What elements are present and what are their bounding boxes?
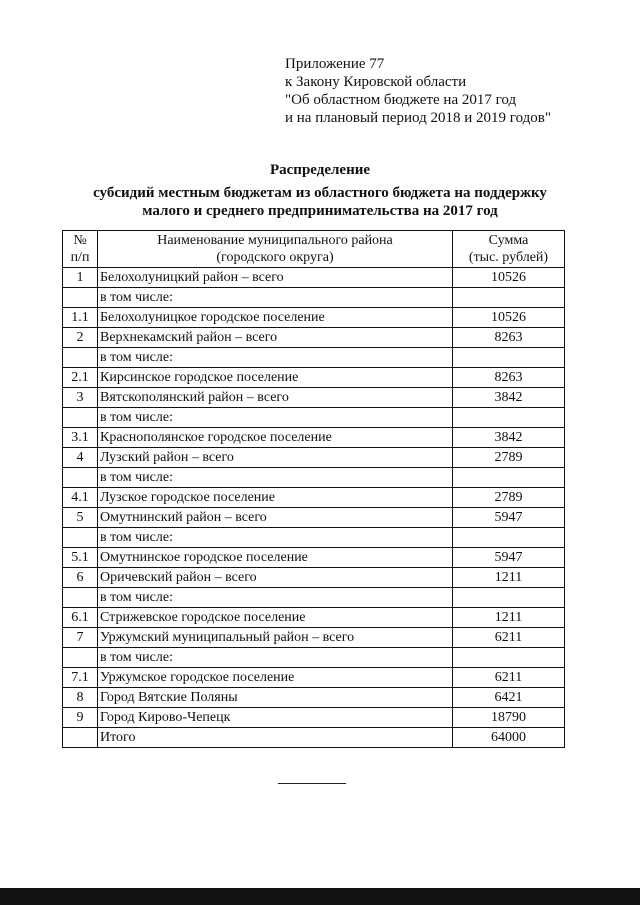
table-row [63,408,565,428]
row-sum: 6211 [453,668,565,688]
table-row [63,468,565,488]
row-number [63,408,98,428]
row-name: Вятскополянский район – всего [98,388,453,408]
row-number [63,468,98,488]
header-row [63,231,565,268]
row-number [63,648,98,668]
table-row [63,648,565,668]
annex-line-4: и на плановый период 2018 и 2019 годов" [285,110,551,126]
annex-line-3: "Об областном бюджете на 2017 год [285,92,517,108]
row-name: Уржумский муниципальный район – всего [98,628,453,648]
annex-line-1: Приложение 77 [285,56,385,72]
closing-rule [278,783,346,784]
row-sum [453,408,565,428]
table-row [63,688,565,708]
row-number: 3.1 [63,428,98,448]
row-number [63,288,98,308]
row-number [63,348,98,368]
table-row [63,268,565,288]
row-sum [453,288,565,308]
row-number: 5 [63,508,98,528]
table-row [63,448,565,468]
row-name: в том числе: [98,588,453,608]
row-number [63,528,98,548]
row-name: в том числе: [98,288,453,308]
row-number: 9 [63,708,98,728]
row-sum: 2789 [453,488,565,508]
row-number: 4 [63,448,98,468]
row-sum: 6421 [453,688,565,708]
row-sum: 3842 [453,388,565,408]
table-row [63,368,565,388]
row-name: Краснополянское городское поселение [98,428,453,448]
row-name: Лузский район – всего [98,448,453,468]
header-name [98,231,453,268]
row-name: Кирсинское городское поселение [98,368,453,388]
row-name: Стрижевское городское поселение [98,608,453,628]
row-sum: 10526 [453,308,565,328]
row-number: 3 [63,388,98,408]
table-header [63,231,565,268]
subsidy-table [62,230,565,748]
header-sum [453,231,565,268]
row-sum: 6211 [453,628,565,648]
table-row [63,728,565,748]
row-sum [453,648,565,668]
row-name: Омутнинское городское поселение [98,548,453,568]
row-name: Уржумское городское поселение [98,668,453,688]
row-sum: 3842 [453,428,565,448]
row-sum: 2789 [453,448,565,468]
row-name: Белохолуницкое городское поселение [98,308,453,328]
table-row [63,568,565,588]
row-sum: 10526 [453,268,565,288]
row-name: Город Вятские Поляны [98,688,453,708]
document-subtitle-line-2: малого и среднего предпринимательства на 2017 год [142,203,498,219]
row-sum: 5947 [453,508,565,528]
row-number: 1.1 [63,308,98,328]
table-row [63,428,565,448]
table-row [63,608,565,628]
row-number: 6 [63,568,98,588]
row-name: в том числе: [98,528,453,548]
table-row [63,488,565,508]
row-sum [453,588,565,608]
row-sum: 8263 [453,368,565,388]
row-name: Верхнекамский район – всего [98,328,453,348]
table-row [63,588,565,608]
table-row [63,548,565,568]
row-name: в том числе: [98,348,453,368]
row-name: в том числе: [98,408,453,428]
table-row [63,528,565,548]
row-name: Город Кирово-Чепецк [98,708,453,728]
row-number: 2 [63,328,98,348]
document-title: Распределение [269,162,371,178]
table-row [63,328,565,348]
annex-block [285,55,551,127]
header-name-line-2: (городского округа) [216,250,334,265]
row-number: 4.1 [63,488,98,508]
row-name: Омутнинский район – всего [98,508,453,528]
row-number: 6.1 [63,608,98,628]
row-name: Белохолуницкий район – всего [98,268,453,288]
row-name: в том числе: [98,468,453,488]
row-number: 2.1 [63,368,98,388]
row-name: Оричевский район – всего [98,568,453,588]
row-number [63,728,98,748]
row-sum [453,468,565,488]
table-row [63,308,565,328]
row-sum: 1211 [453,608,565,628]
header-sum-line-1: Сумма [488,233,529,248]
row-name: Итого [98,728,453,748]
row-number: 5.1 [63,548,98,568]
table-row [63,668,565,688]
row-sum: 1211 [453,568,565,588]
table-row [63,288,565,308]
table-row [63,628,565,648]
header-number [63,231,98,268]
row-name: Лузское городское поселение [98,488,453,508]
row-sum [453,348,565,368]
row-number [63,588,98,608]
table-row [63,348,565,368]
row-sum: 18790 [453,708,565,728]
table-row [63,508,565,528]
table-row [63,388,565,408]
header-sum-line-2: (тыс. рублей) [468,250,549,265]
row-name: в том числе: [98,648,453,668]
row-sum [453,528,565,548]
header-number-line-2: п/п [70,250,90,265]
annex-line-2: к Закону Кировской области [285,74,467,90]
header-number-line-1: № [73,233,87,248]
row-sum: 8263 [453,328,565,348]
row-number: 7.1 [63,668,98,688]
table-row [63,708,565,728]
scan-edge-bar [0,888,640,905]
document-subtitle-line-1: субсидий местным бюджетам из областного бюджета на поддержку [93,185,547,201]
table-body [63,268,565,748]
row-number: 8 [63,688,98,708]
header-name-line-1: Наименование муниципального района [157,233,393,248]
row-number: 7 [63,628,98,648]
row-sum: 64000 [453,728,565,748]
row-sum: 5947 [453,548,565,568]
row-number: 1 [63,268,98,288]
